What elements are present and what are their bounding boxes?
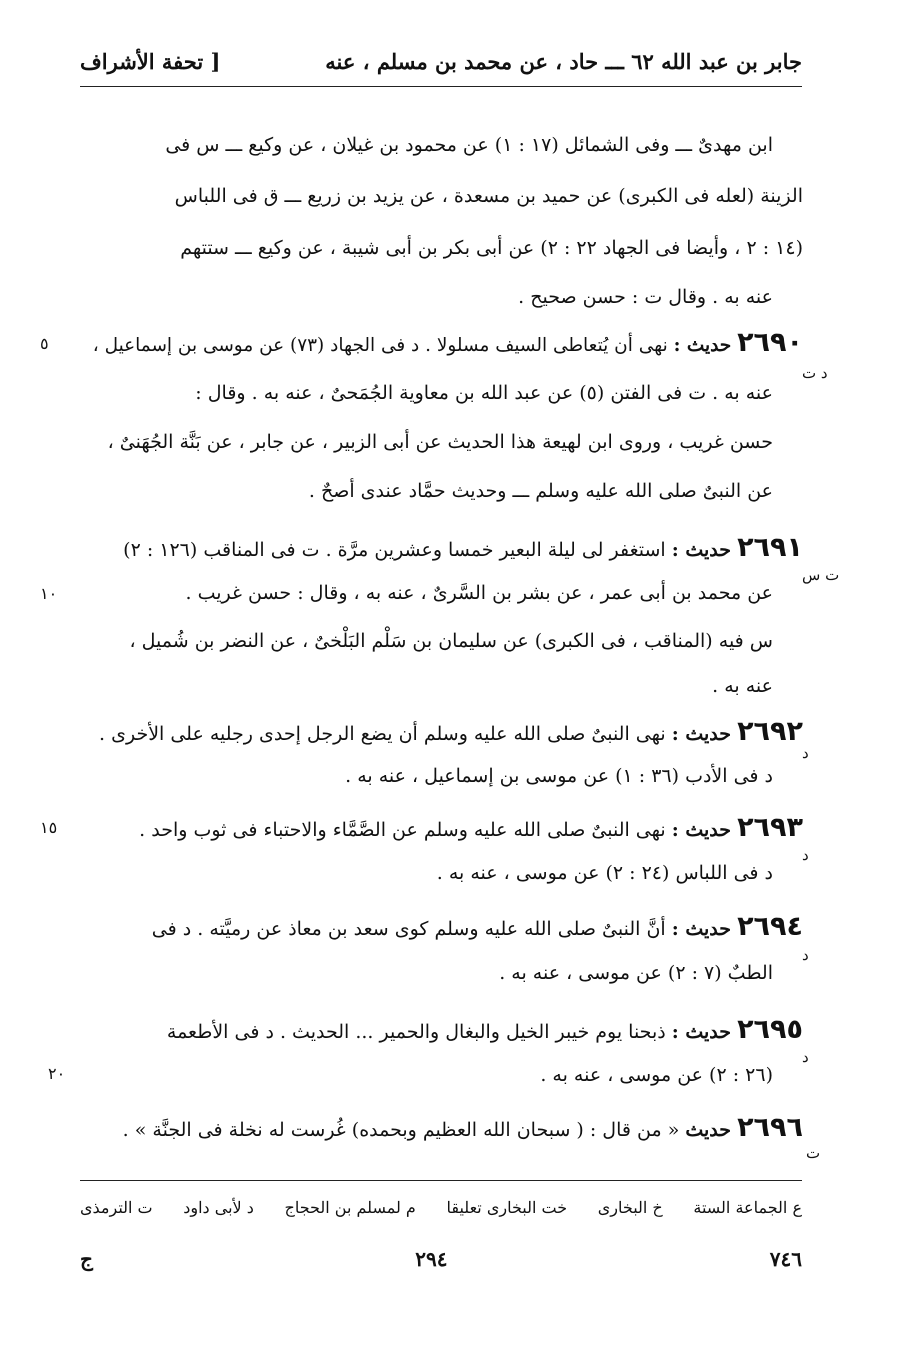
chapter-title: جابر بن عبد الله ٦٢ ـــ حاد ، عن محمد بن مسلم ، عنه (325, 48, 802, 74)
hadith-first-line (123, 532, 803, 563)
abbreviation-legend (80, 1192, 802, 1222)
hadith-first-line (92, 327, 803, 358)
text-line: حسن غريب ، وروى ابن لهيعة هذا الحديث عن أبى الزبير ، عن جابر ، عن بَنَّة الجُهَنىٌ ، (107, 431, 773, 453)
source-sigla: ت س (802, 566, 840, 584)
text-line: الطبٌ (٧ : ٢) عن موسى ، عنه به . (499, 962, 773, 984)
text-line: د فى اللباس (٢٤ : ٢) عن موسى ، عنه به . (436, 862, 773, 884)
running-header (80, 44, 802, 78)
hadith-label: حديث : (671, 819, 732, 841)
source-sigla: ت (806, 1144, 821, 1162)
line-number: ٢٠ (48, 1064, 66, 1083)
hadith-first-line (122, 1112, 803, 1143)
hadith-label: حديث : (671, 918, 732, 940)
source-sigla: د (802, 946, 809, 964)
text-line: عنه به . (712, 675, 773, 697)
hadith-label: حديث : (673, 335, 732, 356)
section-number: ٧٤٦ (769, 1247, 802, 1271)
legend-item: م لمسلم بن الحجاج (284, 1197, 416, 1217)
text-line: عن النبىٌ صلى الله عليه وسلم ـــ وحديث حمَّاد عندى أصحٌ . (308, 480, 773, 502)
text-line: (١٤ : ٢ ، وأيضا فى الجهاد ٢٢ : ٢) عن أبى بكر بن أبى شيبة ، عن وكيع ـــ ستتهم (180, 237, 803, 259)
page-footer (80, 1244, 802, 1274)
text-line: عنه به . وقال ت : حسن صحيح . (518, 286, 773, 308)
text-line: الزينة (لعله فى الكبرى) عن حميد بن مسعدة ، عن يزيد بن زريع ـــ ق فى اللباس (174, 185, 803, 207)
hadith-text: استغفر لى ليلة البعير خمسا وعشرين مرَّة . ت فى المناقب (١٢٦ : ٢) (123, 539, 666, 561)
text-line: ابن مهدىٌ ـــ وفى الشمائل (١٧ : ١) عن محمود بن غيلان ، عن وكيع ـــ س فى (165, 134, 773, 156)
hadith-label: حديث : (671, 1021, 732, 1043)
page-number: ٢٩٤ (415, 1247, 448, 1271)
hadith-label: حديث : (671, 723, 732, 745)
hadith-number: ٢٦٩٤ (737, 911, 803, 942)
hadith-text: نهى النبىٌ صلى الله عليه وسلم عن الصَّمَّاء والاحتباء فى ثوب واحد . (139, 819, 666, 841)
hadith-label: حديث : (671, 539, 732, 561)
legend-item: ت الترمذى (80, 1197, 153, 1217)
book-title: [ تحفة الأشراف (80, 48, 221, 74)
hadith-text: نهى النبىٌ صلى الله عليه وسلم أن يضع الرجل إحدى رجليه على الأخرى . (99, 723, 666, 745)
line-number: ١٥ (40, 818, 58, 837)
source-sigla: د (802, 846, 809, 864)
hadith-first-line (166, 1014, 803, 1045)
hadith-text: « من قال : ( سبحان الله العظيم وبحمده) غُرست له نخلة فى الجنَّة » . (122, 1119, 680, 1141)
volume-mark: ج (80, 1247, 93, 1271)
hadith-number: ٢٦٩٢ (737, 716, 803, 747)
header-rule (80, 86, 802, 87)
source-sigla: د (802, 1048, 809, 1066)
legend-item: خ البخارى (597, 1197, 663, 1217)
text-line: س فيه (المناقب ، فى الكبرى) عن سليمان بن سَلْم البَلْخىٌ ، عن النضر بن شُميل ، (129, 630, 773, 652)
source-sigla: د ت (802, 364, 828, 382)
source-sigla: د (802, 744, 809, 762)
hadith-number: ٢٦٩٦ (737, 1112, 803, 1143)
text-line: عنه به . ت فى الفتن (٥) عن عبد الله بن معاوية الجُمَحىٌ ، عنه به . وقال : (195, 382, 773, 404)
hadith-label: حديث (685, 1119, 732, 1141)
hadith-first-line (99, 716, 803, 747)
hadith-number: ٢٦٩٥ (737, 1014, 803, 1045)
line-number: ٥ (40, 334, 49, 353)
legend-item: د لأبى داود (183, 1197, 254, 1217)
legend-item: خت البخارى تعليقا (446, 1197, 568, 1217)
hadith-text: ذبحنا يوم خيبر الخيل والبغال والحمير ... الحديث . د فى الأطعمة (166, 1021, 666, 1043)
text-line: (٢٦ : ٢) عن موسى ، عنه به . (540, 1064, 773, 1086)
text-line: د فى الأدب (٣٦ : ١) عن موسى بن إسماعيل ، عنه به . (345, 765, 773, 787)
hadith-first-line (139, 812, 803, 843)
hadith-number: ٢٦٩٠ (737, 327, 803, 358)
line-number: ١٠ (40, 584, 58, 603)
text-line: عن محمد بن أبى عمر ، عن بشر بن السَّرىٌ ، عنه به ، وقال : حسن غريب . (185, 582, 773, 604)
hadith-text: نهى أن يُتعاطى السيف مسلولا . د فى الجهاد (٧٣) عن موسى بن إسماعيل ، (92, 335, 668, 356)
footer-rule (80, 1180, 802, 1181)
hadith-number: ٢٦٩٣ (737, 812, 803, 843)
hadith-number: ٢٦٩١ (737, 532, 803, 563)
hadith-first-line (151, 911, 803, 942)
hadith-text: أنَّ النبىٌ صلى الله عليه وسلم كوى سعد بن معاذ عن رميَّته . د فى (151, 918, 666, 940)
legend-item: ع الجماعة الستة (693, 1197, 802, 1217)
